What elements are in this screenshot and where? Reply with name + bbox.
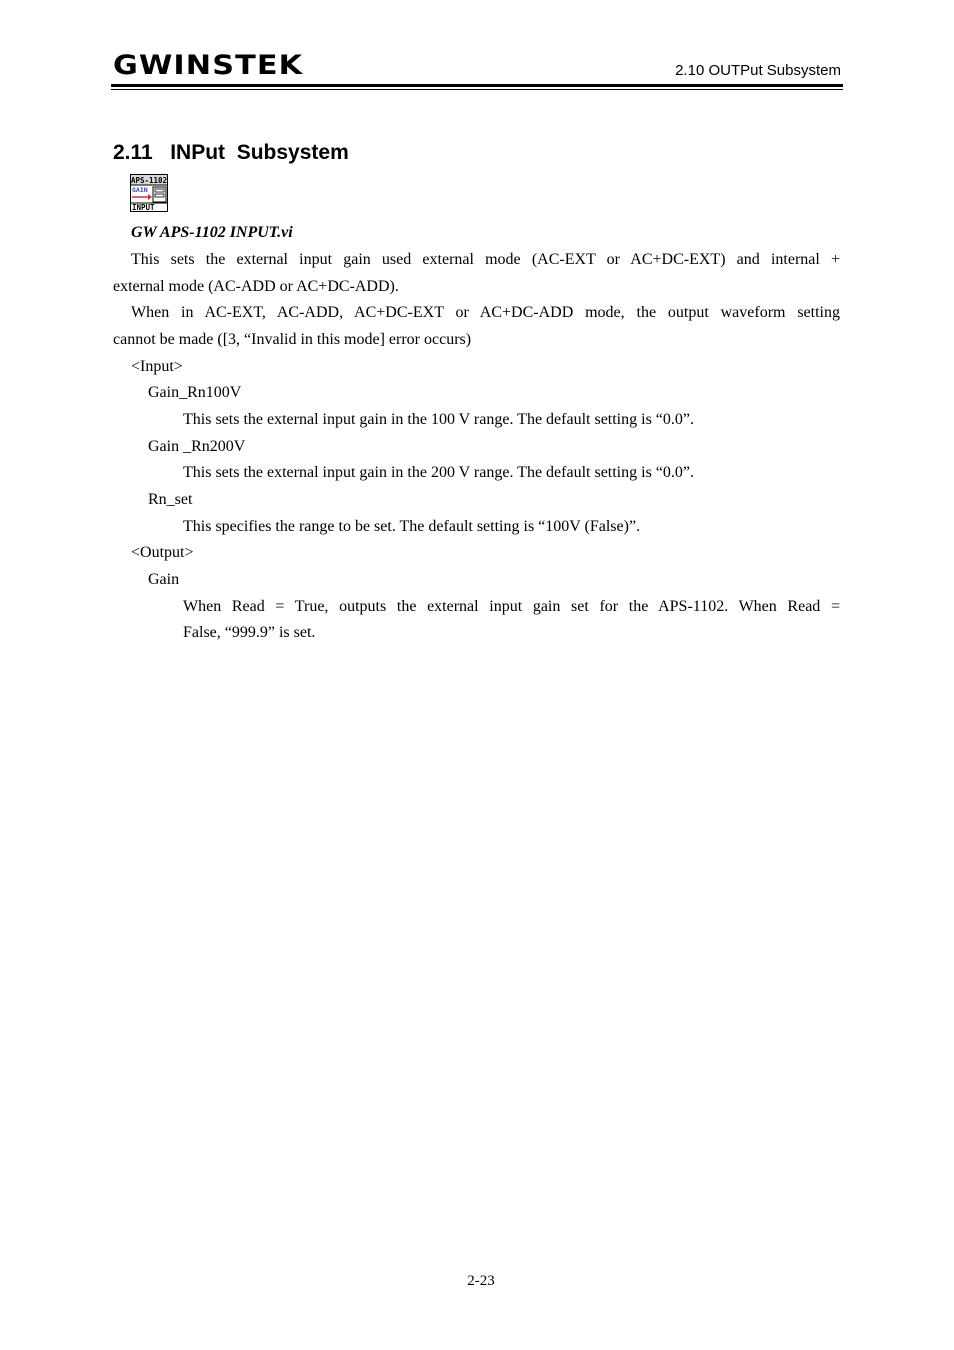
vi-icon-bottom-text: INPUT: [132, 203, 155, 212]
vi-icon-mid-text: GAIN: [132, 186, 148, 194]
para1-line2: external mode (AC-ADD or AC+DC-ADD).: [113, 278, 399, 295]
para2-line1: When in AC-EXT, AC-ADD, AC+DC-EXT or AC+DC-ADD mode, the output waveform setting: [131, 304, 840, 321]
page-number: 2-23: [467, 1273, 495, 1289]
header-rule-thin: [111, 89, 843, 90]
header-rule-thick: [111, 84, 843, 87]
gain200-description: This sets the external input gain in the 200 V range. The default setting is “0.0”.: [183, 464, 694, 481]
rnset-description: This specifies the range to be set. The default setting is “100V (False)”.: [183, 518, 641, 535]
gain200-label: Gain _Rn200V: [148, 438, 246, 455]
gain-description-line2: False, “999.9” is set.: [183, 624, 316, 641]
section-heading: 2.11 INPut Subsystem: [113, 141, 349, 164]
para2-line2: cannot be made ([3, “Invalid in this mode] error occurs): [113, 331, 472, 348]
gain-label: Gain: [148, 571, 180, 588]
header-section-title: 2.10 OUTPut Subsystem: [675, 62, 841, 79]
company-logo: GWINSTEK: [113, 50, 304, 81]
para1-line1: This sets the external input gain used external mode (AC-EXT or AC+DC-EXT) and internal +: [131, 251, 840, 268]
output-label: <Output>: [131, 544, 194, 561]
gain100-description: This sets the external input gain in the 100 V range. The default setting is “0.0”.: [183, 411, 694, 428]
gain100-label: Gain_Rn100V: [148, 384, 242, 401]
vi-icon-top-text: APS-1102: [130, 176, 168, 185]
rnset-label: Rn_set: [148, 491, 193, 508]
input-label: <Input>: [131, 358, 183, 375]
vi-icon: [130, 174, 168, 212]
vi-filename: GW APS-1102 INPUT.vi: [131, 224, 293, 241]
gain-description-line1: When Read = True, outputs the external input gain set for the APS-1102. When Read =: [183, 598, 840, 615]
